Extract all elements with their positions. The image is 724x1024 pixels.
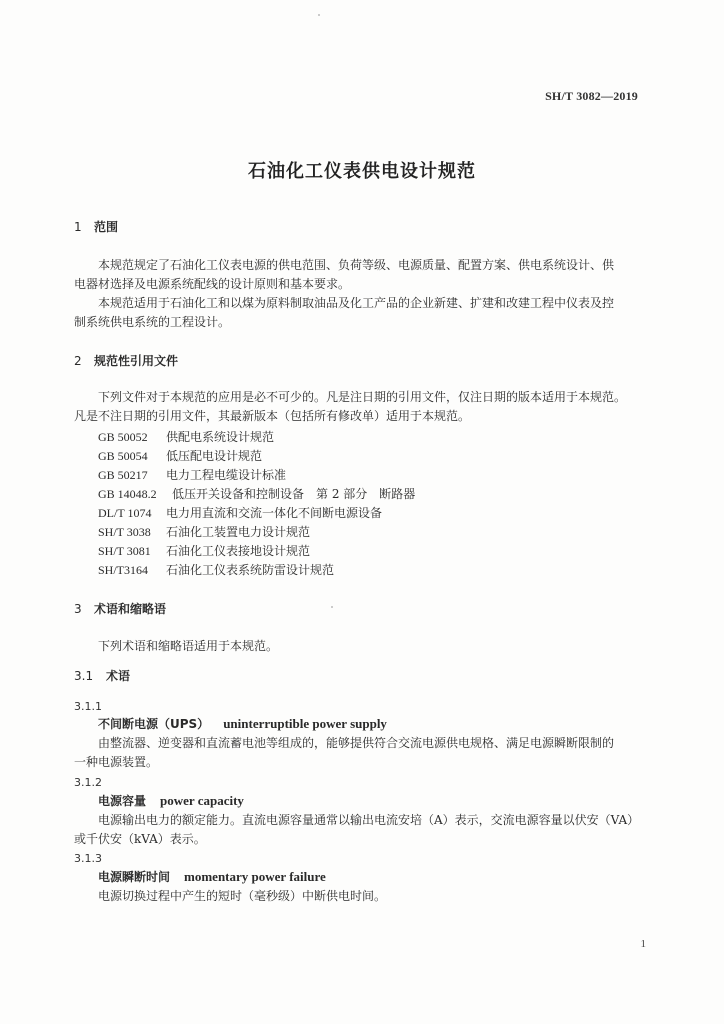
term-chinese: 电源容量	[98, 794, 147, 808]
term-chinese: 电源瞬断时间	[98, 870, 171, 884]
section-title: 规范性引用文件	[94, 354, 179, 368]
reference-item	[98, 429, 274, 445]
reference-code: GB 50217	[98, 468, 148, 482]
reference-code: GB 50054	[98, 449, 148, 463]
section-number: 3	[74, 602, 82, 616]
paragraph-line: 下列术语和缩略语适用于本规范。	[98, 639, 279, 653]
reference-title: 低压开关设备和控制设备 第 2 部分 断路器	[172, 487, 416, 501]
reference-item	[98, 543, 310, 559]
term-heading	[98, 716, 387, 732]
reference-title: 石油化工仪表接地设计规范	[166, 544, 311, 558]
term-number: 3.1.1	[74, 700, 102, 713]
reference-code: GB 14048.2	[98, 487, 157, 501]
section-1-heading	[74, 219, 118, 235]
term-english: power capacity	[160, 793, 244, 808]
reference-item	[98, 467, 286, 483]
document-code: SH/T 3082—2019	[545, 89, 638, 103]
reference-title: 供配电系统设计规范	[166, 430, 275, 444]
paragraph-line: 电器材选择及电源系统配线的设计原则和基本要求。	[74, 277, 351, 291]
reference-title: 石油化工仪表系统防雷设计规范	[166, 563, 335, 577]
document-title: 石油化工仪表供电设计规范	[248, 161, 476, 182]
reference-item	[98, 562, 334, 578]
paragraph-line: 凡是不注日期的引用文件，其最新版本（包括所有修改单）适用于本规范。	[74, 409, 471, 423]
reference-item	[98, 524, 310, 540]
paragraph-line: 制系统供电系统的工程设计。	[74, 315, 231, 329]
term-number: 3.1.2	[74, 776, 102, 789]
reference-item	[98, 448, 262, 464]
section-number: 2	[74, 354, 82, 368]
term-definition-line: 电源输出电力的额定能力。直流电源容量通常以输出电流安培（A）表示，交流电源容量以伏安（VA）	[98, 813, 640, 827]
term-definition-line: 或千伏安（kVA）表示。	[74, 832, 206, 846]
reference-code: SH/T3164	[98, 563, 149, 577]
term-number: 3.1.3	[74, 852, 102, 865]
term-english: uninterruptible power supply	[223, 716, 387, 731]
paragraph-line: 本规范规定了石油化工仪表电源的供电范围、负荷等级、电源质量、配置方案、供电系统设计、供	[98, 258, 615, 272]
subsection-title: 术语	[106, 669, 131, 683]
section-3-heading	[74, 601, 166, 617]
section-2-heading	[74, 353, 178, 369]
reference-title: 低压配电设计规范	[166, 449, 263, 463]
reference-code: GB 50052	[98, 430, 148, 444]
term-heading	[98, 793, 244, 809]
reference-item	[98, 505, 382, 521]
scan-speck	[318, 14, 320, 16]
reference-code: SH/T 3038	[98, 525, 151, 539]
term-definition-line: 一种电源装置。	[74, 755, 159, 769]
section-title: 范围	[94, 220, 119, 234]
term-chinese: 不间断电源（UPS）	[98, 717, 210, 731]
reference-title: 电力用直流和交流一体化不间断电源设备	[166, 506, 383, 520]
section-title: 术语和缩略语	[94, 602, 167, 616]
term-heading	[98, 869, 326, 885]
page-number: 1	[640, 938, 646, 950]
reference-code: SH/T 3081	[98, 544, 151, 558]
term-english: momentary power failure	[184, 869, 326, 884]
subsection-number: 3.1	[74, 669, 94, 683]
reference-item	[98, 486, 415, 502]
reference-title: 电力工程电缆设计标准	[166, 468, 287, 482]
scan-speck	[331, 606, 333, 608]
reference-code: DL/T 1074	[98, 506, 152, 520]
paragraph-line: 下列文件对于本规范的应用是必不可少的。凡是注日期的引用文件，仅注日期的版本适用于本规范。	[98, 390, 627, 404]
term-definition-line: 电源切换过程中产生的短时（毫秒级）中断供电时间。	[98, 889, 387, 903]
reference-title: 石油化工装置电力设计规范	[166, 525, 311, 539]
section-number: 1	[74, 220, 82, 234]
subsection-3-1-heading	[74, 668, 130, 684]
paragraph-line: 本规范适用于石油化工和以煤为原料制取油品及化工产品的企业新建、扩建和改建工程中仪表及控	[98, 296, 615, 310]
term-definition-line: 由整流器、逆变器和直流蓄电池等组成的，能够提供符合交流电源供电规格、满足电源瞬断限制的	[98, 736, 615, 750]
